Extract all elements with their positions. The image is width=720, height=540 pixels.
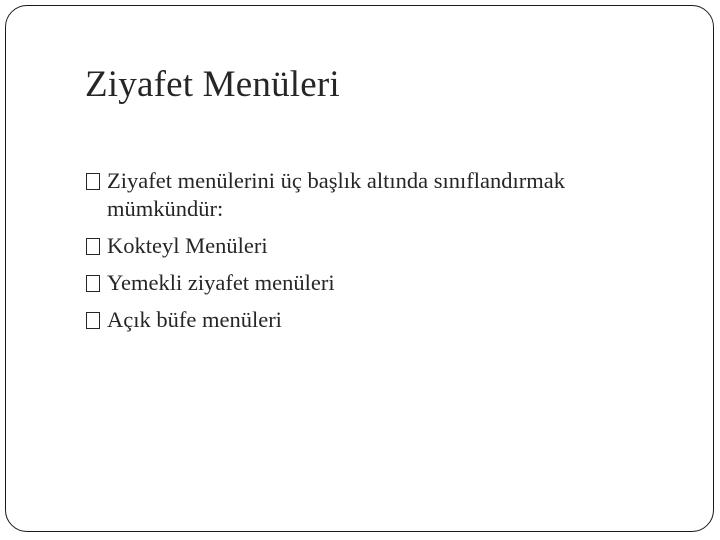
- slide-title: Ziyafet Menüleri: [85, 64, 340, 105]
- bullet-item: [86, 306, 686, 334]
- bullet-item: [86, 232, 686, 260]
- bullet-text: Ziyafet menülerini üç başlık altında sınıflandırmak mümkündür:: [107, 168, 565, 221]
- bullet-text: Yemekli ziyafet menüleri: [107, 270, 335, 295]
- bullet-item: [86, 167, 686, 223]
- missing-glyph-box-icon: [86, 312, 100, 329]
- bullet-text: Kokteyl Menüleri: [107, 233, 268, 258]
- missing-glyph-box-icon: [86, 173, 100, 190]
- slide-frame: [5, 5, 714, 532]
- missing-glyph-box-icon: [86, 238, 100, 255]
- missing-glyph-box-icon: [86, 275, 100, 292]
- bullet-item: [86, 269, 686, 297]
- bullet-list: [86, 167, 686, 343]
- bullet-text: Açık büfe menüleri: [107, 307, 282, 332]
